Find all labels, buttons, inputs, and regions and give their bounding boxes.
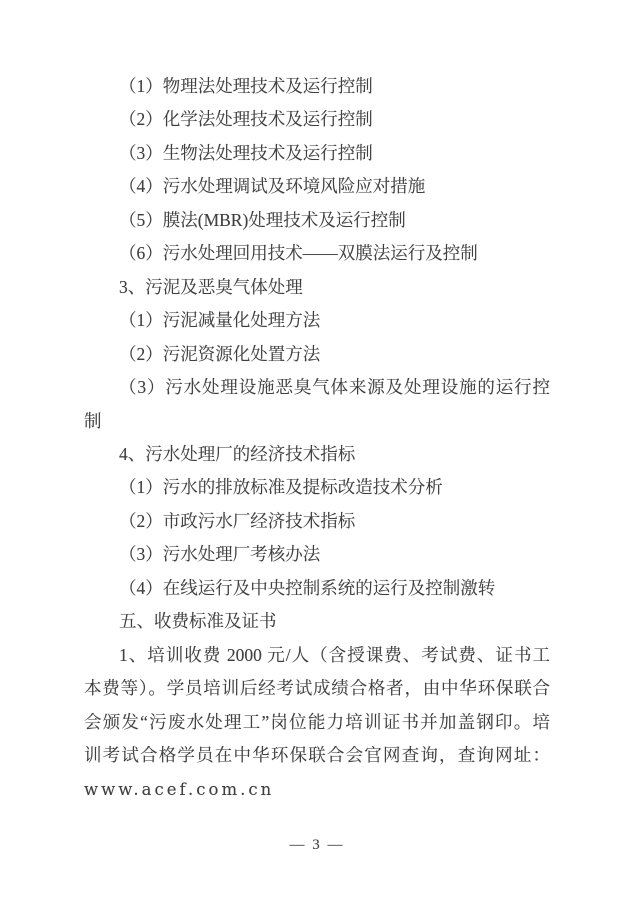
text-line: （3）污水处理厂考核办法 xyxy=(119,544,321,565)
text-line: 本费等）。学员培训后经考试成绩合格者，由中华环保联合 xyxy=(84,678,550,699)
text-line: （5）膜法(MBR)处理技术及运行控制 xyxy=(119,209,406,230)
text-line: （1）污泥减量化处理方法 xyxy=(119,310,321,331)
text-line: （4）污水处理调试及环境风险应对措施 xyxy=(119,176,426,197)
text-line: （1）污水的排放标准及提标改造技术分析 xyxy=(119,477,443,498)
text-line: 训考试合格学员在中华环保联合会官网查询，查询网址： xyxy=(84,745,550,766)
page-number: — 3 — xyxy=(289,836,345,853)
text-line: 3、污泥及恶臭气体处理 xyxy=(119,276,303,297)
text-line: www.acef.com.cn xyxy=(84,779,275,799)
document-body xyxy=(84,70,550,806)
text-line: 五、收费标准及证书 xyxy=(119,611,277,632)
text-line: 1、培训收费 2000 元/人（含授课费、考试费、证书工 xyxy=(119,644,550,665)
text-line: （3）生物法处理技术及运行控制 xyxy=(119,142,373,163)
text-line: 制 xyxy=(84,410,102,431)
text-line: （6）污水处理回用技术——双膜法运行及控制 xyxy=(119,243,478,264)
text-line: （1）物理法处理技术及运行控制 xyxy=(119,76,373,96)
text-line: （2）化学法处理技术及运行控制 xyxy=(119,109,373,130)
text-line: （4）在线运行及中央控制系统的运行及控制激转 xyxy=(119,577,496,598)
text-line: （3）污水处理设施恶臭气体来源及处理设施的运行控 xyxy=(119,377,550,398)
text-line: （2）污泥资源化处置方法 xyxy=(119,343,321,364)
text-line: 4、污水处理厂的经济技术指标 xyxy=(119,443,356,464)
text-line: （2）市政污水厂经济技术指标 xyxy=(119,510,356,531)
text-line: 会颁发“污废水处理工”岗位能力培训证书并加盖钢印。培 xyxy=(84,711,550,732)
